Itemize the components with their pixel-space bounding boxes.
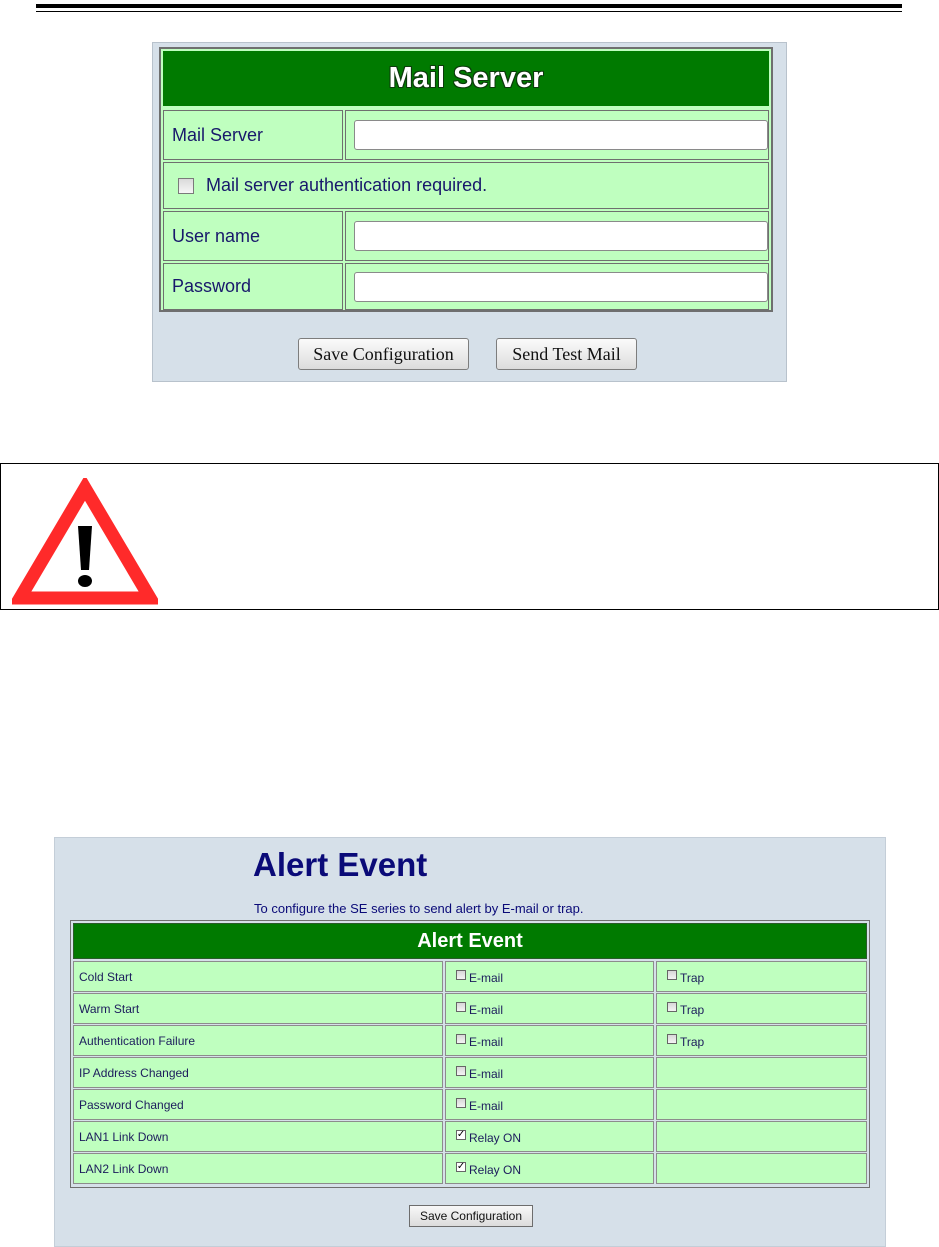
trap-label: Trap — [680, 971, 705, 985]
send-test-mail-button[interactable]: Send Test Mail — [496, 338, 637, 370]
email-checkbox[interactable] — [456, 1034, 466, 1044]
page-header-rule — [36, 4, 902, 12]
event-name: Authentication Failure — [73, 1025, 443, 1056]
action-cell — [445, 1057, 654, 1088]
auth-required-label: Mail server authentication required. — [206, 175, 488, 195]
trap-checkbox[interactable] — [667, 1002, 677, 1012]
save-configuration-button[interactable]: Save Configuration — [298, 338, 469, 370]
mail-server-label: Mail Server — [163, 110, 343, 160]
trap-label: Trap — [680, 1035, 705, 1049]
action-cell — [445, 1121, 654, 1152]
action-cell — [445, 1025, 654, 1056]
mail-server-value-cell — [345, 110, 769, 160]
table-row — [73, 1121, 867, 1152]
email-label: E-mail — [469, 1035, 504, 1049]
auth-required-checkbox[interactable] — [178, 178, 194, 194]
email-label: E-mail — [469, 1099, 504, 1113]
alert-save-configuration-button[interactable]: Save Configuration — [409, 1205, 533, 1227]
table-row — [73, 993, 867, 1024]
password-row — [163, 263, 769, 310]
action-cell — [445, 1153, 654, 1184]
relay-label: Relay ON — [469, 1163, 522, 1177]
table-row — [73, 1089, 867, 1120]
action-cell — [445, 961, 654, 992]
relay-checkbox[interactable]: ✓ — [456, 1161, 466, 1172]
email-checkbox[interactable] — [456, 1066, 466, 1076]
table-row — [73, 961, 867, 992]
username-row — [163, 211, 769, 261]
relay-label: Relay ON — [469, 1131, 522, 1145]
table-row — [73, 1153, 867, 1184]
event-name: LAN1 Link Down — [73, 1121, 443, 1152]
empty-cell — [656, 1121, 867, 1152]
mail-server-title: Mail Server — [163, 51, 769, 106]
trap-cell — [656, 1025, 867, 1056]
event-name: LAN2 Link Down — [73, 1153, 443, 1184]
email-checkbox[interactable] — [456, 1002, 466, 1012]
trap-label: Trap — [680, 1003, 705, 1017]
mail-server-table — [159, 47, 773, 312]
empty-cell — [656, 1057, 867, 1088]
empty-cell — [656, 1089, 867, 1120]
table-row — [73, 1057, 867, 1088]
alert-event-table-title: Alert Event — [73, 923, 867, 959]
event-name: IP Address Changed — [73, 1057, 443, 1088]
trap-cell — [656, 993, 867, 1024]
trap-checkbox[interactable] — [667, 970, 677, 980]
username-input[interactable] — [354, 221, 768, 251]
event-name: Cold Start — [73, 961, 443, 992]
table-row — [73, 1025, 867, 1056]
email-label: E-mail — [469, 1003, 504, 1017]
email-label: E-mail — [469, 1067, 504, 1081]
mail-server-input[interactable] — [354, 120, 768, 150]
auth-cell — [163, 162, 769, 209]
password-input[interactable] — [354, 272, 768, 302]
username-label: User name — [163, 211, 343, 261]
warning-triangle-icon — [12, 478, 158, 608]
password-value-cell — [345, 263, 769, 310]
event-name: Password Changed — [73, 1089, 443, 1120]
trap-checkbox[interactable] — [667, 1034, 677, 1044]
alert-event-heading: Alert Event — [253, 846, 428, 883]
action-cell — [445, 1089, 654, 1120]
caution-box — [0, 463, 939, 610]
mail-server-panel — [152, 42, 787, 382]
auth-row — [163, 162, 769, 209]
event-name: Warm Start — [73, 993, 443, 1024]
trap-cell — [656, 961, 867, 992]
empty-cell — [656, 1153, 867, 1184]
relay-checkbox[interactable]: ✓ — [456, 1129, 466, 1140]
action-cell — [445, 993, 654, 1024]
email-checkbox[interactable] — [456, 970, 466, 980]
alert-event-table — [70, 920, 870, 1188]
alert-event-panel — [54, 837, 886, 1247]
email-label: E-mail — [469, 971, 504, 985]
alert-event-description: To configure the SE series to send alert by E-mail or trap. — [254, 901, 584, 916]
mail-server-row — [163, 110, 769, 160]
username-value-cell — [345, 211, 769, 261]
password-label: Password — [163, 263, 343, 310]
email-checkbox[interactable] — [456, 1098, 466, 1108]
